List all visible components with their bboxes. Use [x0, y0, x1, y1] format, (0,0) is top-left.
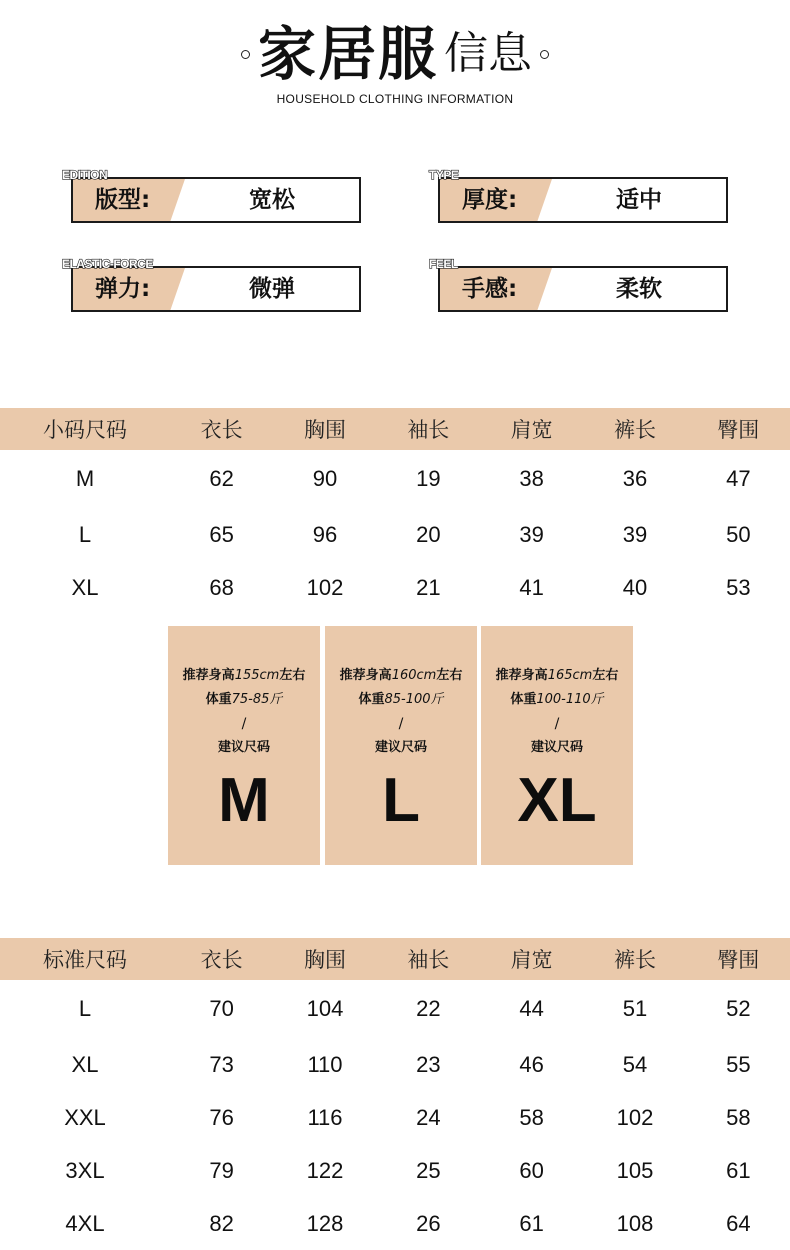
- table-cell: 108: [616, 1210, 654, 1236]
- table-cell: 4XL: [65, 1210, 105, 1236]
- table-cell: 39: [622, 521, 648, 547]
- recommend-divider: /: [398, 716, 404, 732]
- table-cell: 73: [209, 1051, 234, 1077]
- recommend-divider: /: [241, 716, 247, 732]
- table-cell: 128: [306, 1210, 344, 1236]
- recommend-height-line: [168, 666, 320, 686]
- page-title: 家居服: [257, 20, 438, 88]
- table-header-cell: 衣长: [170, 408, 273, 450]
- table-cell: 62: [209, 466, 234, 491]
- table-cell: 70: [209, 996, 234, 1021]
- table-cell: M: [75, 466, 95, 491]
- table-cell: 122: [306, 1157, 344, 1183]
- table-cell: 47: [726, 466, 751, 491]
- table-row: [0, 1144, 790, 1197]
- table-cell: 110: [307, 1051, 343, 1077]
- small-size-table: [0, 408, 790, 614]
- table-header-cell: 标准尺码: [0, 938, 170, 980]
- table-header-cell: 裤长: [583, 408, 686, 450]
- recommend-advice: 建议尺码: [530, 740, 583, 755]
- table-cell: 68: [209, 574, 234, 600]
- table-cell: 19: [416, 466, 441, 491]
- table-header-cell: 臀围: [687, 938, 790, 980]
- recommend-divider: /: [554, 716, 560, 732]
- table-cell: 36: [622, 466, 648, 491]
- attribute-label: 版型:: [95, 187, 151, 213]
- recommend-weight-line: [168, 690, 320, 710]
- recommend-weight-line: [325, 690, 477, 710]
- table-cell: 22: [416, 996, 441, 1021]
- recommend-weight-label: 体重: [510, 692, 537, 707]
- table-cell: 21: [416, 574, 441, 600]
- table-cell: 26: [416, 1210, 441, 1236]
- recommend-height-suffix: 左右: [279, 668, 306, 683]
- table-cell: 60: [519, 1157, 544, 1183]
- recommendation-card-l: [325, 626, 477, 865]
- attribute-feel: [429, 257, 728, 312]
- recommend-weight-value: 75-85斤: [231, 692, 283, 707]
- table-cell: 58: [519, 1104, 544, 1130]
- attribute-elastic-force: [62, 257, 361, 312]
- table-cell: 46: [519, 1051, 544, 1077]
- attribute-value: 宽松: [249, 187, 295, 213]
- recommend-height-label: 推荐身高: [495, 668, 548, 683]
- attribute-tag: EDITION: [62, 168, 108, 182]
- recommend-size: XL: [517, 766, 597, 835]
- table-header-cell: 小码尺码: [0, 408, 170, 450]
- table-header-cell: 臀围: [687, 408, 790, 450]
- standard-size-table: [0, 938, 790, 1250]
- attribute-value: 柔软: [616, 276, 662, 302]
- table-cell: 82: [209, 1210, 234, 1236]
- recommend-height-value: 160cm: [391, 668, 437, 683]
- table-row: [0, 450, 790, 508]
- table-header-row: [0, 408, 790, 450]
- table-row: [0, 508, 790, 561]
- table-cell: XXL: [64, 1104, 106, 1130]
- attribute-value: 微弹: [249, 276, 295, 302]
- table-cell: 51: [622, 996, 648, 1021]
- recommend-weight-value: 100-110斤: [536, 692, 604, 707]
- table-row: [0, 1197, 790, 1250]
- title-row: [0, 18, 790, 90]
- table-cell: 40: [622, 574, 648, 600]
- table-cell: 20: [416, 521, 441, 547]
- recommend-weight-line: [481, 690, 633, 710]
- attribute-label: 厚度:: [462, 187, 518, 213]
- recommend-height-suffix: 左右: [592, 668, 619, 683]
- recommend-weight-label: 体重: [358, 692, 385, 707]
- table-header-cell: 胸围: [273, 938, 376, 980]
- table-cell: 61: [726, 1157, 751, 1183]
- recommend-weight-value: 85-100斤: [384, 692, 444, 707]
- page-title-english: HOUSEHOLD CLOTHING INFORMATION: [276, 92, 514, 106]
- table-cell: 54: [622, 1051, 648, 1077]
- table-cell: 102: [616, 1104, 654, 1130]
- recommend-height-value: 165cm: [547, 668, 593, 683]
- recommend-height-label: 推荐身高: [182, 668, 235, 683]
- table-cell: 96: [312, 521, 338, 547]
- recommend-height-value: 155cm: [234, 668, 280, 683]
- page-title-sub: 信息: [444, 28, 532, 79]
- recommend-weight-label: 体重: [205, 692, 232, 707]
- table-row: [0, 980, 790, 1038]
- table-row: [0, 1091, 790, 1144]
- table-cell: 104: [306, 996, 344, 1021]
- title-dot-right: [540, 50, 549, 59]
- table-header-row: [0, 938, 790, 980]
- table-cell: 102: [306, 574, 344, 600]
- attribute-value: 适中: [616, 187, 662, 213]
- table-header-cell: 胸围: [273, 408, 376, 450]
- recommend-height-line: [481, 666, 633, 686]
- attribute-box: [438, 266, 728, 312]
- attribute-label: 手感:: [462, 276, 518, 302]
- recommendation-card-xl: [481, 626, 633, 865]
- table-header-cell: 肩宽: [480, 938, 583, 980]
- table-cell: 41: [519, 574, 544, 600]
- table-cell: 25: [416, 1157, 441, 1183]
- title-dot-left: [241, 50, 250, 59]
- table-row: [0, 561, 790, 614]
- table-cell: 52: [726, 996, 751, 1021]
- table-cell: 58: [726, 1104, 751, 1130]
- recommend-height-label: 推荐身高: [339, 668, 392, 683]
- recommend-advice: 建议尺码: [217, 740, 270, 755]
- table-cell: L: [78, 521, 92, 547]
- table-cell: 3XL: [65, 1157, 105, 1183]
- recommend-height-line: [325, 666, 477, 686]
- table-cell: 39: [519, 521, 544, 547]
- attribute-label: 弹力:: [95, 276, 151, 302]
- table-cell: 24: [416, 1104, 441, 1130]
- table-cell: 76: [209, 1104, 234, 1130]
- table-cell: 23: [416, 1051, 441, 1077]
- attribute-tag: TYPE: [429, 168, 459, 182]
- recommendation-card-m: [168, 626, 320, 865]
- attribute-box: [438, 177, 728, 223]
- table-cell: 105: [616, 1157, 654, 1183]
- table-cell: L: [78, 996, 92, 1021]
- table-header-cell: 袖长: [377, 938, 480, 980]
- table-cell: 38: [519, 466, 544, 491]
- table-cell: XL: [71, 1051, 99, 1077]
- table-cell: 79: [209, 1157, 234, 1183]
- attribute-tag: FEEL: [429, 257, 458, 271]
- page-header: [0, 18, 790, 106]
- table-header-cell: 肩宽: [480, 408, 583, 450]
- table-cell: 61: [519, 1210, 544, 1236]
- table-cell: 50: [726, 521, 751, 547]
- table-header-cell: 衣长: [170, 938, 273, 980]
- recommend-height-suffix: 左右: [436, 668, 463, 683]
- attribute-edition: [62, 168, 361, 223]
- table-cell: 116: [307, 1104, 343, 1130]
- table-row: [0, 1038, 790, 1091]
- attribute-box: [71, 266, 361, 312]
- table-cell: 64: [726, 1210, 751, 1236]
- table-cell: 53: [726, 574, 751, 600]
- recommend-advice: 建议尺码: [374, 740, 427, 755]
- table-cell: 44: [519, 996, 544, 1021]
- table-header-cell: 裤长: [583, 938, 686, 980]
- attribute-type: [429, 168, 728, 223]
- table-header-cell: 袖长: [377, 408, 480, 450]
- table-cell: 90: [312, 466, 338, 491]
- table-cell: 55: [726, 1051, 751, 1077]
- table-cell: XL: [71, 574, 99, 600]
- attribute-box: [71, 177, 361, 223]
- table-cell: 65: [209, 521, 234, 547]
- attribute-tag: ELASTIC-FORCE: [62, 257, 153, 271]
- recommend-size: M: [218, 766, 270, 835]
- recommend-size: L: [382, 766, 420, 835]
